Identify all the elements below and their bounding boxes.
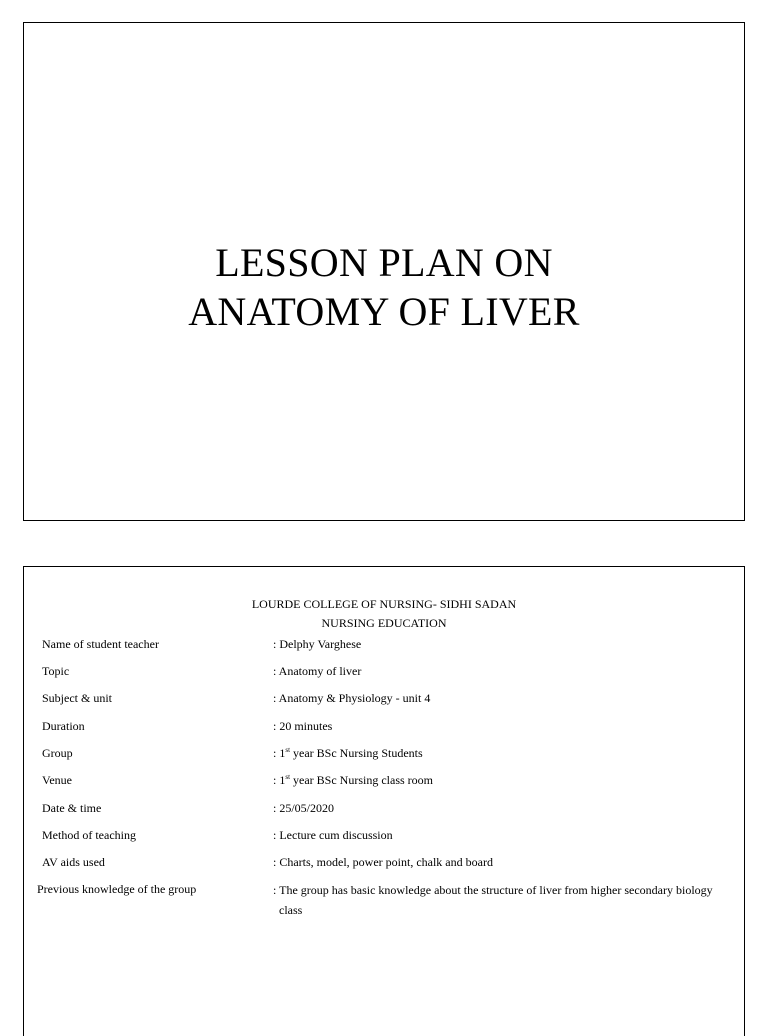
cover-title — [24, 238, 744, 336]
group-value-suffix: year BSc Nursing Students — [290, 746, 423, 760]
subject-unit-value: : Anatomy & Physiology - unit 4 — [273, 691, 431, 705]
date-time-value: : 25/05/2020 — [273, 801, 335, 815]
topic-value: : Anatomy of liver — [273, 664, 362, 678]
group-value-sup: st — [285, 746, 291, 754]
venue-label: Venue — [42, 773, 72, 787]
previous-knowledge-text: : The group has basic knowledge about the structure of liver from higher secondary biology — [273, 883, 713, 897]
venue-value-sup: st — [285, 773, 291, 781]
previous-knowledge-label: Previous knowledge of the group — [37, 882, 197, 896]
student-teacher-label: Name of student teacher — [42, 637, 159, 651]
previous-knowledge-value — [273, 880, 737, 920]
cover-title-line-2: ANATOMY OF LIVER — [188, 289, 580, 334]
cover-slide — [23, 22, 745, 521]
duration-label: Duration — [42, 719, 85, 733]
student-teacher-value: : Delphy Varghese — [273, 637, 362, 651]
venue-value-suffix: year BSc Nursing class room — [290, 773, 433, 787]
department-name: NURSING EDUCATION — [321, 616, 447, 630]
duration-value: : 20 minutes — [273, 719, 333, 733]
group-label: Group — [42, 746, 73, 760]
group-value — [273, 744, 423, 762]
topic-label: Topic — [42, 664, 70, 678]
method-label: Method of teaching — [42, 828, 136, 842]
details-slide — [23, 566, 745, 1036]
group-value-prefix: : 1 — [273, 746, 286, 760]
college-name: LOURDE COLLEGE OF NURSING- SIDHI SADAN — [251, 597, 517, 611]
venue-value-prefix: : 1 — [273, 773, 286, 787]
date-time-label: Date & time — [42, 801, 102, 815]
av-aids-value: : Charts, model, power point, chalk and board — [273, 855, 493, 869]
av-aids-label: AV aids used — [42, 855, 105, 869]
venue-value — [273, 771, 433, 789]
previous-knowledge-text-cont: class — [279, 903, 303, 917]
subject-unit-label: Subject & unit — [42, 691, 112, 705]
method-value: : Lecture cum discussion — [273, 828, 393, 842]
cover-title-line-1: LESSON PLAN ON — [215, 240, 553, 285]
details-header — [24, 595, 744, 633]
